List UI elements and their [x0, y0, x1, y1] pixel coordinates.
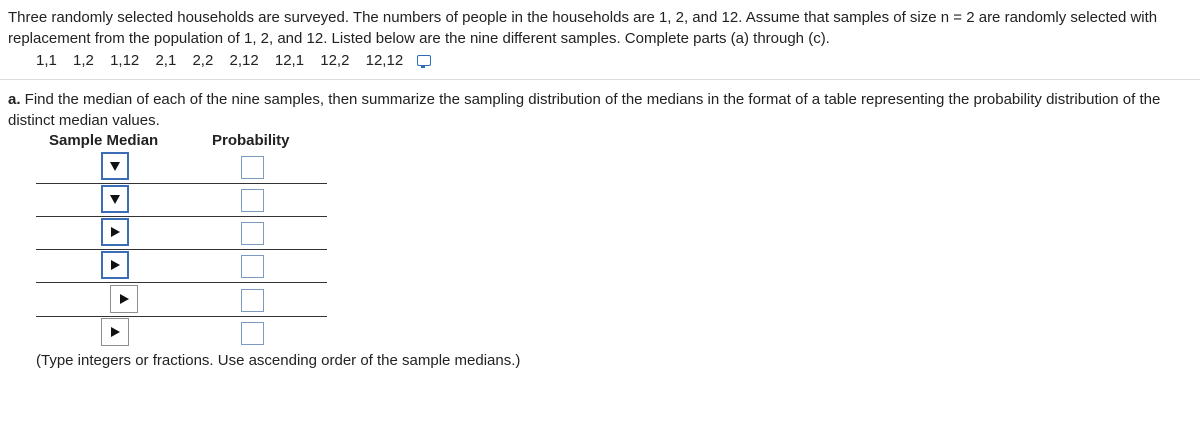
column-header-probability: Probability — [212, 132, 290, 149]
answer-format-note: (Type integers or fractions. Use ascending order of the sample medians.) — [36, 352, 521, 369]
column-header-sample-median: Sample Median — [49, 132, 159, 149]
sample-item: 12,2 — [320, 52, 350, 69]
probability-input[interactable] — [241, 222, 264, 245]
sample-median-dropdown[interactable] — [110, 285, 138, 313]
dropdown-arrow-icon — [111, 227, 120, 237]
sample-item: 2,1 — [155, 52, 177, 69]
probability-input[interactable] — [241, 156, 264, 179]
sample-median-dropdown[interactable] — [101, 185, 129, 213]
probability-input[interactable] — [241, 255, 264, 278]
table-row-divider — [36, 316, 327, 317]
dropdown-arrow-icon — [111, 327, 120, 337]
sample-median-dropdown[interactable] — [101, 251, 129, 279]
sample-median-dropdown[interactable] — [101, 318, 129, 346]
sample-item: 2,2 — [192, 52, 214, 69]
part-a-prompt — [8, 89, 1198, 131]
probability-input[interactable] — [241, 322, 264, 345]
table-row-divider — [36, 183, 327, 184]
dropdown-arrow-icon — [111, 260, 120, 270]
question-intro: Three randomly selected households are surveyed. The numbers of people in the households are 1, 2, and 12. Assume that samples of size n = 2 are randomly selected with replacement from the population of 1, 2, and 12. Listed below are the nine different samples. Complete parts (a) through (c). — [8, 9, 1158, 47]
section-divider — [0, 79, 1200, 80]
dropdown-arrow-icon — [110, 195, 120, 204]
dropdown-arrow-icon — [110, 162, 120, 171]
sample-item: 1,2 — [73, 52, 94, 69]
part-a-text: Find the median of each of the nine samples, then summarize the sampling distribution of the medians in the format of a table representing the probability distribution of the distinct median values. — [8, 91, 1161, 129]
sample-median-dropdown[interactable] — [101, 152, 129, 180]
sample-median-dropdown[interactable] — [101, 218, 129, 246]
part-label: a. — [8, 91, 21, 108]
sample-item: 1,1 — [36, 52, 57, 69]
table-row-divider — [36, 216, 327, 217]
probability-input[interactable] — [241, 189, 264, 212]
sample-item: 2,12 — [229, 52, 259, 69]
samples-list — [36, 50, 443, 71]
sample-item: 1,12 — [110, 52, 140, 69]
copy-data-icon[interactable] — [417, 55, 431, 66]
table-row-divider — [36, 282, 327, 283]
sample-item: 12,1 — [274, 52, 305, 69]
sample-item: 12,12 — [365, 52, 404, 69]
probability-input[interactable] — [241, 289, 264, 312]
dropdown-arrow-icon — [120, 294, 129, 304]
table-row-divider — [36, 249, 327, 250]
